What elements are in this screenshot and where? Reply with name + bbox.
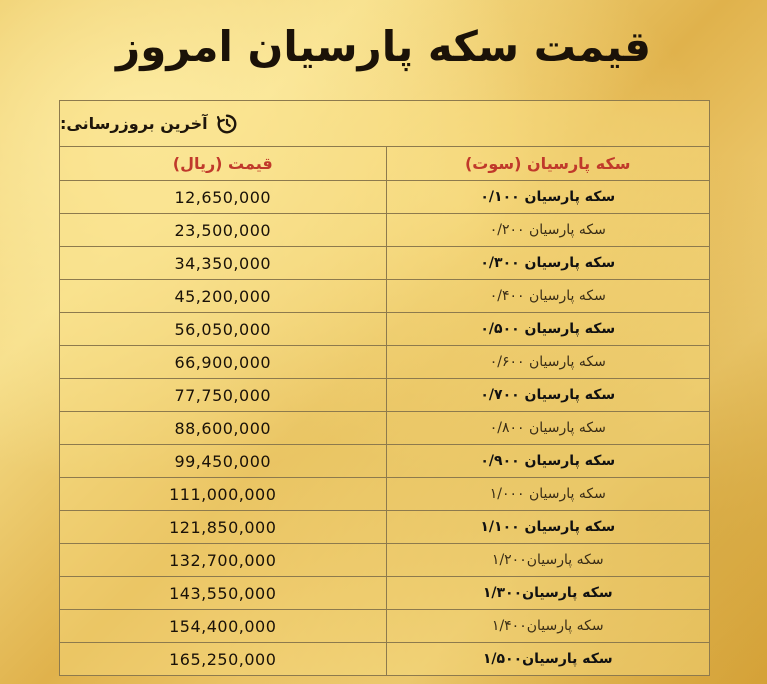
table-row <box>60 214 710 247</box>
coin-name-cell: سکه پارسیان ۰/۷۰۰ <box>386 379 710 412</box>
coin-name-cell: سکه پارسیان ۰/۵۰۰ <box>386 313 710 346</box>
table-row <box>60 412 710 445</box>
coin-name-cell: سکه پارسیان ۰/۲۰۰ <box>386 214 710 247</box>
coin-name-cell: سکه پارسیان۱/۵۰۰ <box>386 643 710 676</box>
price-cell: 45,200,000 <box>60 280 387 313</box>
coin-name-cell: سکه پارسیان ۰/۳۰۰ <box>386 247 710 280</box>
table-row <box>60 313 710 346</box>
coin-name-cell: سکه پارسیان۱/۳۰۰ <box>386 577 710 610</box>
price-cell: 34,350,000 <box>60 247 387 280</box>
coin-name-cell: سکه پارسیان۱/۲۰۰ <box>386 544 710 577</box>
name-column-header: سکه پارسیان (سوت) <box>386 147 710 181</box>
price-cell: 111,000,000 <box>60 478 387 511</box>
coin-name-cell: سکه پارسیان ۰/۶۰۰ <box>386 346 710 379</box>
table-row <box>60 478 710 511</box>
price-cell: 56,050,000 <box>60 313 387 346</box>
price-cell: 66,900,000 <box>60 346 387 379</box>
coin-name-cell: سکه پارسیان ۰/۴۰۰ <box>386 280 710 313</box>
price-cell: 99,450,000 <box>60 445 387 478</box>
update-row <box>60 101 710 147</box>
table-row <box>60 346 710 379</box>
price-column-header: قیمت (ریال) <box>60 147 387 181</box>
table-row <box>60 610 710 643</box>
coin-name-cell: سکه پارسیان ۰/۱۰۰ <box>386 181 710 214</box>
table-row <box>60 643 710 676</box>
price-cell: 23,500,000 <box>60 214 387 247</box>
page-title: قیمت سکه پارسیان امروز <box>116 22 651 71</box>
price-cell: 88,600,000 <box>60 412 387 445</box>
price-cell: 154,400,000 <box>60 610 387 643</box>
coin-name-cell: سکه پارسیان ۰/۹۰۰ <box>386 445 710 478</box>
price-table <box>59 100 710 676</box>
table-row <box>60 379 710 412</box>
table-row <box>60 445 710 478</box>
table-row <box>60 544 710 577</box>
coin-name-cell: سکه پارسیان۱/۴۰۰ <box>386 610 710 643</box>
update-label: آخرین بروزرسانی: <box>60 114 208 133</box>
table-row <box>60 181 710 214</box>
coin-name-cell: سکه پارسیان ۱/۰۰۰ <box>386 478 710 511</box>
price-cell: 143,550,000 <box>60 577 387 610</box>
coin-name-cell: سکه پارسیان ۰/۸۰۰ <box>386 412 710 445</box>
price-cell: 12,650,000 <box>60 181 387 214</box>
price-cell: 77,750,000 <box>60 379 387 412</box>
price-cell: 121,850,000 <box>60 511 387 544</box>
table-row <box>60 577 710 610</box>
table-row <box>60 247 710 280</box>
last-update <box>60 113 709 135</box>
price-cell: 132,700,000 <box>60 544 387 577</box>
refresh-clock-icon <box>216 113 238 135</box>
table-row <box>60 280 710 313</box>
coin-name-cell: سکه پارسیان ۱/۱۰۰ <box>386 511 710 544</box>
table-body <box>60 181 710 676</box>
table-row <box>60 511 710 544</box>
price-cell: 165,250,000 <box>60 643 387 676</box>
